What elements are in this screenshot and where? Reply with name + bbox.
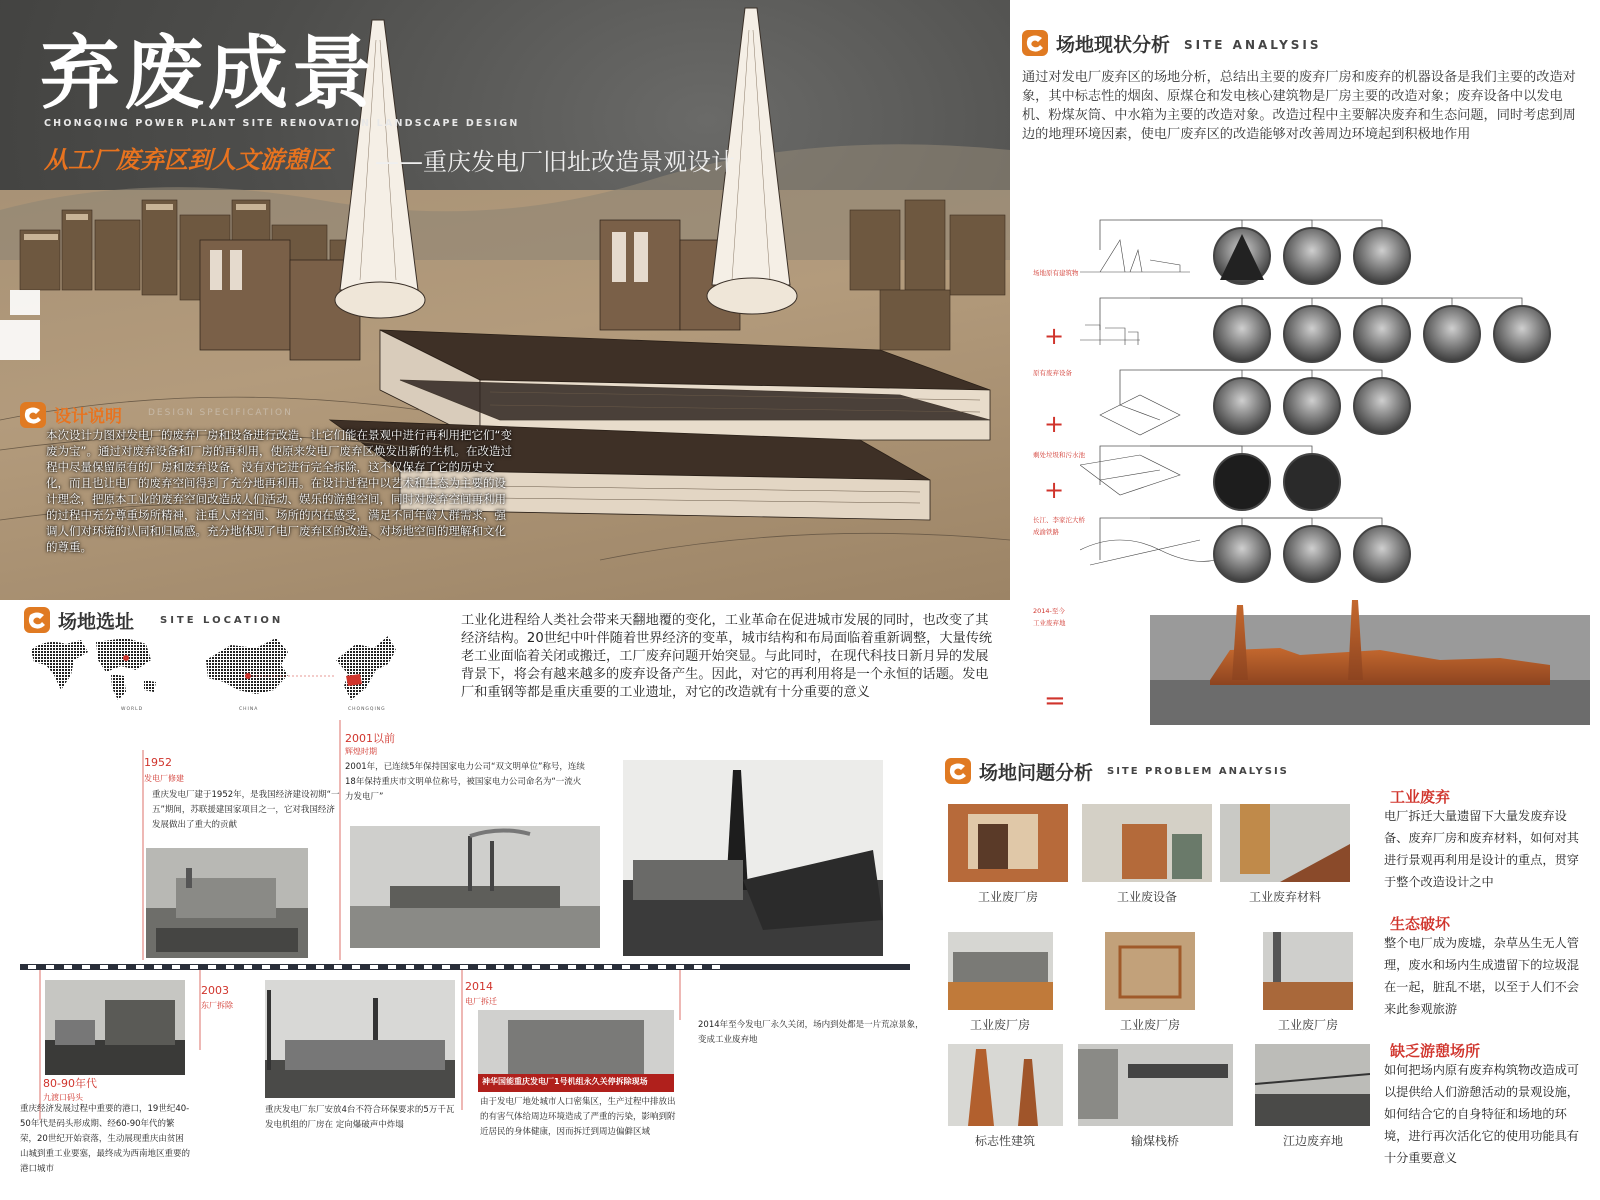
site-location-text: 工业化进程给人类社会带来天翻地覆的变化，工业革命在促进城市发展的同时，也改变了其经济结构。20世纪中叶伴随着世界经济的变革，城市结构和布局面临着重新调整，大量传统老工业面临着关闭或搬迁，工厂废弃问题开始突显。与此同时，在现代科技日新月异的发展背景下，将会有越来越多的废弃设备产生。因此，对它的再利用将是一个永恒的话题。发电厂和重钢等都是重庆重要的工业遗址，对它的改造就有十分重要的意义 <box>461 613 993 700</box>
timeline-year-1952: 1952 <box>144 756 172 769</box>
timeline-text-80s: 重庆经济发展过程中重要的港口，19世纪40-50年代是码头形成期、经60-90年代的繁荣，20世纪开始衰落，生动展现重庆由贫困山城到重工业要塞，最终成为西南地区重要的港口城市 <box>20 1104 191 1174</box>
chongqing-map <box>336 636 396 700</box>
photo-2001 <box>350 826 600 948</box>
location-maps <box>26 630 446 718</box>
equals-sign: = <box>1044 686 1066 716</box>
problem-photo <box>1220 804 1350 882</box>
photo-circle <box>1214 454 1270 510</box>
map-label-chongqing: CHONGQING <box>348 707 386 712</box>
problem-caption: 标志性建筑 <box>974 1134 1035 1148</box>
plus-sign: + <box>1044 476 1065 504</box>
section-logo-icon <box>1022 30 1048 56</box>
timeline-text-2014: 由于发电厂地处城市人口密集区，生产过程中排放出的有害气体给周边环境造成了严重的污染，影响到附近居民的身体健康，因而拆迁到周边偏僻区域 <box>480 1097 676 1137</box>
poster-subtitle-1: 从工厂废弃区到人文游憩区 <box>44 146 332 174</box>
issue-title-ecology: 生态破坏 <box>1390 915 1451 933</box>
timeline-year-2003: 2003 <box>201 984 229 997</box>
problem-caption: 工业废厂房 <box>977 890 1038 904</box>
issue-text-ecology: 整个电厂成为废墟，杂草丛生无人管理，废水和场内生成遗留下的垃圾混在一起，脏乱不堪，以至于人们不会来此参观旅游 <box>1384 936 1579 1016</box>
photo-circle <box>1354 526 1410 582</box>
problem-photo <box>1255 1044 1370 1126</box>
design-spec-title: 设计说明 <box>54 407 122 427</box>
problem-caption: 工业废厂房 <box>1119 1018 1180 1032</box>
site-analysis-title-en: SITE ANALYSIS <box>1184 38 1322 52</box>
issue-title-industrial: 工业废弃 <box>1390 788 1451 806</box>
photo-circle <box>1424 306 1480 362</box>
timeline-sub-2001: 辉煌时期 <box>345 747 377 756</box>
row-label-railway: 成渝铁路 <box>1033 528 1059 536</box>
problem-caption: 输煤栈桥 <box>1130 1134 1179 1148</box>
photo-80s <box>45 980 185 1075</box>
timeline-text-2003: 重庆发电厂东厂安放4台不符合环保要求的5万千瓦发电机组的厂房在 定向爆破声中炸塌 <box>265 1105 455 1130</box>
issue-text-recreation: 如何把场内原有废弃构筑物改造成可以提供给人们游憩活动的景观设施，如何结合它的自身特征和场地的环境，进行再次活化它的使用功能具有十分重要意义 <box>1384 1063 1579 1165</box>
timeline-year-80s: 80-90年代 <box>43 1077 97 1090</box>
problem-caption: 江边废弃地 <box>1282 1134 1343 1148</box>
photo-circle <box>1354 378 1410 434</box>
site-analysis-text: 通过对发电厂废弃区的场地分析，总结出主要的废弃厂房和废弃的机器设备是我们主要的改造对象，其中标志性的烟囱、原煤仓和发电核心建筑物是厂房主要的改造对象；废弃设备中以发电机、粉煤灰筒、中水箱为主要的改造对象。改造过程中主要解决废弃和生态问题，同时考虑到周边的地理环境因素，使电厂废弃区的改造能够对改善周边环境起到积极地作用 <box>1022 70 1576 142</box>
photo-2003 <box>265 980 455 1098</box>
row-label-2014: 2014-至今 <box>1033 607 1065 615</box>
photo-circle <box>1284 228 1340 284</box>
map-label-world: WORLD <box>121 707 144 712</box>
photo-circle <box>1284 454 1340 510</box>
problem-photo <box>948 804 1068 882</box>
plus-sign: + <box>1044 410 1065 438</box>
photo-circle <box>1354 228 1410 284</box>
problem-caption: 工业废设备 <box>1116 890 1177 904</box>
photo-circle <box>1284 306 1340 362</box>
photo-chimney <box>623 760 883 956</box>
design-spec-title-en: DESIGN SPECIFICATION <box>148 408 293 418</box>
problem-photo <box>1263 932 1353 1010</box>
photo-circle <box>1214 526 1270 582</box>
section-logo-icon <box>20 402 46 428</box>
timeline-year-2014: 2014 <box>465 980 493 993</box>
poster-subtitle-en: CHONGQING POWER PLANT SITE RENOVATION LANDSCAPE DESIGN <box>44 118 520 129</box>
problem-photo <box>1105 932 1195 1010</box>
problem-caption: 工业废厂房 <box>1277 1018 1338 1032</box>
demolition-sign-text: 神华国能重庆发电厂1号机组永久关停拆除现场 <box>482 1077 648 1086</box>
issue-text-industrial: 电厂拆迁大量遗留下大量发废弃设备、废弃厂房和废弃材料，如何对其进行景观再利用是设计的重点，贯穿于整个改造设计之中 <box>1384 809 1579 889</box>
problem-caption: 工业废厂房 <box>969 1018 1030 1032</box>
timeline-text-2001: 2001年，已连续5年保持国家电力公司“双文明单位”称号，连续18年保持重庆市文明单位称号，被国家电力公司命名为“一流火力发电厂” <box>345 762 585 802</box>
map-label-china: CHINA <box>239 707 259 712</box>
issue-title-recreation: 缺乏游憩场所 <box>1390 1042 1481 1060</box>
poster-title: 弃废成景 <box>40 27 376 120</box>
photo-circle <box>1214 378 1270 434</box>
photo-circle <box>1284 378 1340 434</box>
problem-analysis-title-en: SITE PROBLEM ANALYSIS <box>1107 766 1289 777</box>
site-analysis-diagram <box>1080 210 1590 730</box>
row-label-river: 长江、李家沱大桥 <box>1033 516 1085 524</box>
timeline-sub-2003: 东厂拆除 <box>201 1001 233 1010</box>
problem-photo <box>948 1044 1063 1126</box>
poster-subtitle-2: ——重庆发电厂旧址改造景观设计 <box>375 148 735 176</box>
problem-photo <box>1078 1044 1233 1126</box>
site-analysis-title: 场地现状分析 <box>1056 34 1171 56</box>
world-map <box>31 638 156 700</box>
problem-photo <box>1082 804 1212 882</box>
timeline-text-1952: 重庆发电厂建于1952年，是我国经济建设初期“一五”期间，苏联援建国家项目之一，它对我国经济发展做出了重大的贡献 <box>152 790 340 830</box>
design-spec-text: 本次设计力图对发电厂的废弃厂房和设备进行改造，让它们能在景观中进行再利用把它们“变废为宝”。通过对废弃设备和厂房的再利用，使原来发电厂废弃区焕发出新的生机。在改造过程中尽量保留原有的厂房和废弃设备，没有对它进行完全拆除，这不仅保存了它的历史文化，而且也让电厂的废弃空间得到了充分地再利用。在设计过程中以艺术和生态为主要的设计理念，把原本工业的废弃空间改造成人们活动、娱乐的游憩空间，同时对废弃空间再利用的过程中充分尊重场所精神，注重人对空间、场所的内在感受，满足不同年龄人群需求，强调人们对环境的认同和归属感。充分地体现了电厂废弃区的改造，对场地空间的理解和文化的尊重。 <box>46 428 512 554</box>
site-location-title-en: SITE LOCATION <box>160 615 284 626</box>
site-location-title: 场地选址 <box>58 611 135 633</box>
photo-circle <box>1354 306 1410 362</box>
timeline-sub-2014: 电厂拆迁 <box>465 997 497 1006</box>
row-label-wasteland: 工业废弃地 <box>1033 619 1066 627</box>
row-label-buildings: 场地原有建筑物 <box>1033 269 1079 277</box>
photo-circle <box>1214 306 1270 362</box>
photo-circle <box>1494 306 1550 362</box>
problem-photo <box>948 932 1053 1010</box>
china-map <box>206 638 288 694</box>
problem-analysis-title: 场地问题分析 <box>979 762 1094 784</box>
row-label-equipment: 原有废弃设备 <box>1033 369 1072 377</box>
timeline-sub-80s: 九渡口码头 <box>43 1093 83 1102</box>
photo-1952 <box>146 848 308 958</box>
hero-render <box>0 0 1010 600</box>
photo-circle <box>1284 526 1340 582</box>
timeline-text-today: 2014年至今发电厂永久关闭，场内到处都是一片荒凉景象，变成工业废弃地 <box>698 1020 924 1045</box>
row-label-waste: 剩处垃圾和污水池 <box>1033 451 1085 459</box>
timeline-sub-1952: 发电厂修建 <box>144 774 184 783</box>
section-logo-icon <box>945 758 971 784</box>
plus-sign: + <box>1044 322 1065 350</box>
timeline-year-2001: 2001以前 <box>345 732 395 745</box>
problem-caption: 工业废弃材料 <box>1248 890 1321 904</box>
